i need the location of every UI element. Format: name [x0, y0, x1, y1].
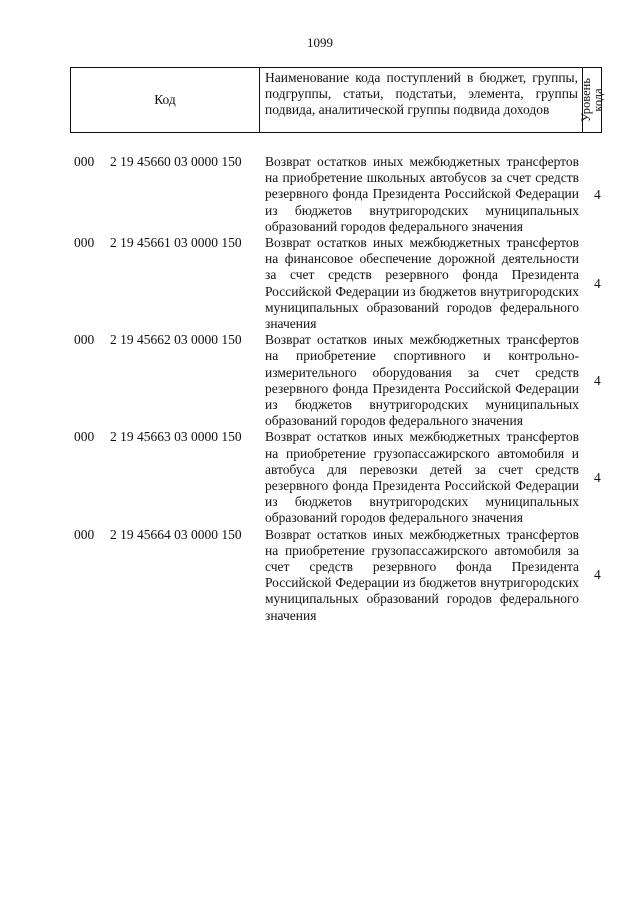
- row-code: 2 19 45660 03 0000 150: [110, 154, 242, 169]
- row-code: 2 19 45662 03 0000 150: [110, 332, 242, 348]
- row-name: Возврат остатков иных межбюджетных трансфертов на приобретение грузопассажирского автомобиля за счет средств резервного фонда Президента Российской Федерации из бюджетов внутригородских муниципальных образований городов федерального значения: [265, 526, 579, 623]
- row-prefix: 000: [74, 429, 95, 445]
- header-name-cell: Наименование кода поступлений в бюджет, группы, подгруппы, статьи, подстатьи, элемента, группы подвида, аналитической группы подвида доходов: [260, 68, 583, 132]
- row-prefix: 000: [74, 332, 95, 348]
- table-header: [70, 67, 605, 133]
- table-row: [0, 429, 640, 526]
- table-row: [0, 332, 640, 429]
- row-name: Возврат остатков иных межбюджетных трансфертов на финансовое обеспечение дорожной деятельности за счет средств резервного фонда Президента Российской Федерации из бюджетов внутригородских муниципальных образований городов федерального значения: [265, 235, 579, 332]
- row-name: Возврат остатков иных межбюджетных трансфертов на приобретение школьных автобусов за счет средств резервного фонда Президента Российской Федерации из бюджетов внутригородских муниципальных образований городов федерального значения: [265, 154, 579, 234]
- row-prefix: 000: [74, 235, 95, 251]
- header-level-label: [580, 78, 604, 122]
- row-code: 2 19 45663 03 0000 150: [110, 429, 242, 445]
- row-code: 2 19 45664 03 0000 150: [110, 526, 242, 542]
- page-number: 1099: [307, 35, 333, 50]
- row-level: 4: [594, 567, 601, 583]
- table-row: [0, 527, 640, 624]
- header-level-label-line1: Уровень: [579, 77, 593, 123]
- table-row: [0, 154, 640, 235]
- row-level: 4: [594, 470, 601, 486]
- row-code: 2 19 45661 03 0000 150: [110, 235, 242, 251]
- header-level-cell: [579, 68, 605, 132]
- row-prefix: 000: [74, 154, 95, 169]
- row-name: Возврат остатков иных межбюджетных трансфертов на приобретение спортивного и контрольно-измерительного оборудования за счет средств резервного фонда Президента Российской Федерации из бюджетов внутригородских муниципальных образований городов федерального значения: [265, 332, 579, 429]
- table-row: [0, 235, 640, 332]
- header-level-label-line2: кода: [591, 88, 605, 112]
- row-level: 4: [594, 186, 601, 202]
- row-level: 4: [594, 372, 601, 388]
- header-code-cell: Код: [71, 68, 260, 132]
- table-body: [0, 154, 640, 624]
- row-level: 4: [594, 275, 601, 291]
- row-prefix: 000: [74, 526, 95, 542]
- row-name: Возврат остатков иных межбюджетных трансфертов на приобретение грузопассажирского автомобиля и автобуса для перевозки детей за счет средств резервного фонда Президента Российской Федерации из бюджетов внутригородских муниципальных образований городов федерального значения: [265, 429, 579, 526]
